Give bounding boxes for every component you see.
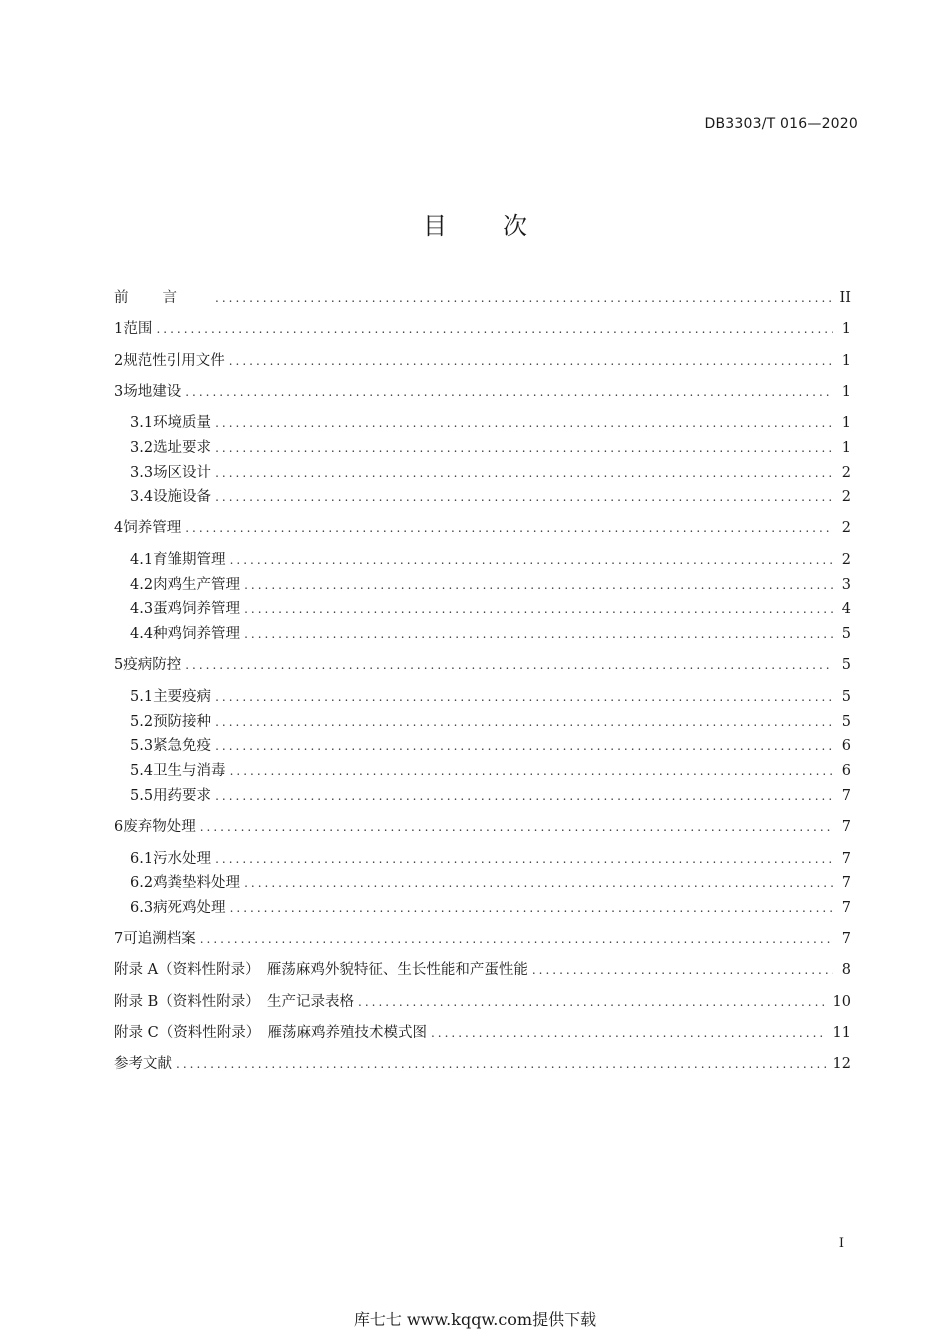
toc-entry-page: 7 — [841, 851, 851, 867]
toc-entry[interactable] — [114, 349, 851, 373]
toc-entry-page: 2 — [841, 552, 851, 568]
toc-entry-number: 4.1 — [130, 552, 154, 568]
toc-entry[interactable] — [114, 485, 851, 509]
toc-entry[interactable] — [114, 597, 851, 621]
toc-entry-page: 5 — [841, 626, 851, 642]
toc-leader-dots — [215, 485, 833, 509]
toc-entry[interactable] — [114, 436, 851, 460]
toc-entry-label: 附录 C（资料性附录） 雁荡麻鸡养殖技术模式图 — [114, 1025, 427, 1041]
toc-entry-page: 5 — [841, 714, 851, 730]
toc-entry-number: 5.4 — [130, 763, 154, 779]
toc-leader-dots — [215, 710, 833, 734]
toc-entry[interactable] — [114, 847, 851, 871]
toc-leader-dots — [185, 516, 833, 540]
toc-entry-label: 紧急免疫 — [153, 738, 212, 754]
toc-entry-number: 5.2 — [130, 714, 154, 730]
toc-leader-dots — [215, 784, 833, 808]
toc-leader-dots — [244, 573, 833, 597]
toc-leader-dots — [230, 759, 833, 783]
toc-entry-label: 参考文献 — [114, 1056, 172, 1072]
toc-leader-dots — [358, 990, 827, 1014]
toc-leader-dots — [185, 380, 833, 404]
toc-entry-page: 7 — [841, 788, 851, 804]
toc-entry[interactable] — [114, 380, 851, 404]
toc-entry-label: 场区设计 — [153, 465, 212, 481]
toc-entry-number: 4.4 — [130, 626, 154, 642]
page-number: I — [838, 1236, 844, 1251]
download-watermark: 库七七 www.kqqw.com提供下载 — [353, 1310, 597, 1329]
toc-entry-page: 5 — [841, 657, 851, 673]
toc-entry-number: 4.3 — [130, 601, 154, 617]
toc-entry[interactable] — [114, 896, 851, 920]
toc-leader-dots — [215, 461, 833, 485]
toc-entry[interactable] — [114, 871, 851, 895]
toc-leader-dots — [532, 958, 833, 982]
toc-entry[interactable] — [114, 317, 851, 341]
toc-entry-number: 6 — [114, 819, 124, 835]
toc-entry-label: 选址要求 — [153, 440, 212, 456]
toc-entry-page: 7 — [841, 931, 851, 947]
toc-entry-label: 用药要求 — [153, 788, 212, 804]
toc-entry[interactable] — [114, 1052, 851, 1076]
toc-entry-label: 育雏期管理 — [153, 552, 226, 568]
toc-leader-dots — [244, 597, 833, 621]
toc-entry-label: 场地建设 — [123, 384, 182, 400]
toc-leader-dots — [176, 1052, 827, 1076]
toc-entry-number: 3.2 — [130, 440, 154, 456]
toc-entry-number: 1 — [114, 321, 124, 337]
toc-entry-label: 废弃物处理 — [123, 819, 196, 835]
toc-entry-label: 疫病防控 — [123, 657, 182, 673]
toc-entry-label: 饲养管理 — [123, 520, 182, 536]
toc-entry-page: 12 — [832, 1056, 851, 1072]
toc-entry[interactable] — [114, 710, 851, 734]
toc-entry-number: 3.1 — [130, 415, 154, 431]
toc-entry-number: 5.3 — [130, 738, 154, 754]
toc-entry[interactable] — [114, 548, 851, 572]
toc-entry[interactable] — [114, 573, 851, 597]
toc-entry-page: 2 — [841, 520, 851, 536]
toc-entry-label: 鸡粪垫料处理 — [153, 875, 241, 891]
toc-entry-number: 6.1 — [130, 851, 154, 867]
toc-entry-label: 附录 B（资料性附录） 生产记录表格 — [114, 994, 355, 1010]
toc-leader-dots — [215, 847, 833, 871]
toc-entry-label: 预防接种 — [153, 714, 212, 730]
toc-entry-page: 5 — [841, 689, 851, 705]
document-code: DB3303/T 016—2020 — [704, 116, 858, 132]
toc-leader-dots — [215, 436, 833, 460]
toc-entry[interactable] — [114, 411, 851, 435]
toc-entry-page: 6 — [841, 738, 851, 754]
toc-entry-page: 7 — [841, 819, 851, 835]
toc-entry-page: 1 — [841, 415, 851, 431]
toc-entry-page: 1 — [841, 353, 851, 369]
toc-entry-page: 11 — [832, 1025, 851, 1041]
toc-entry[interactable] — [114, 286, 851, 310]
toc-entry-number: 6.3 — [130, 900, 154, 916]
toc-entry-page: 7 — [841, 875, 851, 891]
toc-entry[interactable] — [114, 815, 851, 839]
toc-leader-dots — [215, 286, 833, 310]
toc-entry[interactable] — [114, 958, 851, 982]
toc-entry-label: 范围 — [123, 321, 153, 337]
toc-entry-page: 10 — [832, 994, 851, 1010]
toc-entry[interactable] — [114, 685, 851, 709]
toc-entry-number: 5.5 — [130, 788, 154, 804]
toc-entry-number: 6.2 — [130, 875, 154, 891]
toc-entry-label: 肉鸡生产管理 — [153, 577, 241, 593]
toc-entry-label: 主要疫病 — [153, 689, 212, 705]
toc-entry-number: 4 — [114, 520, 124, 536]
page-title: 目次 — [423, 212, 583, 240]
toc-leader-dots — [200, 815, 833, 839]
toc-entry-page: II — [839, 290, 851, 306]
toc-entry-label: 卫生与消毒 — [153, 763, 226, 779]
toc-entry-number: 5.1 — [130, 689, 154, 705]
toc-leader-dots — [156, 317, 833, 341]
toc-leader-dots — [215, 411, 833, 435]
toc-entry[interactable] — [114, 734, 851, 758]
toc-entry[interactable] — [114, 927, 851, 951]
toc-entry-label: 病死鸡处理 — [153, 900, 226, 916]
toc-entry-label: 蛋鸡饲养管理 — [153, 601, 241, 617]
toc-entry[interactable] — [114, 759, 851, 783]
toc-entry-number: 3 — [114, 384, 124, 400]
toc-entry[interactable] — [114, 1021, 851, 1045]
toc-entry-page: 6 — [841, 763, 851, 779]
toc-entry-label: 设施设备 — [153, 489, 212, 505]
toc-entry[interactable] — [114, 990, 851, 1014]
toc-entry-page: 8 — [841, 962, 851, 978]
toc-entry-label: 种鸡饲养管理 — [153, 626, 241, 642]
toc-entry[interactable] — [114, 622, 851, 646]
toc-entry[interactable] — [114, 784, 851, 808]
toc-entry-page: 2 — [841, 465, 851, 481]
toc-entry[interactable] — [114, 461, 851, 485]
toc-entry-label: 前言 — [114, 290, 211, 306]
toc-leader-dots — [215, 685, 833, 709]
toc-entry-page: 1 — [841, 384, 851, 400]
toc-entry-page: 1 — [841, 321, 851, 337]
toc-entry-number: 3.4 — [130, 489, 154, 505]
toc-entry-number: 3.3 — [130, 465, 154, 481]
toc-leader-dots — [230, 896, 833, 920]
toc-leader-dots — [185, 653, 833, 677]
toc-leader-dots — [431, 1021, 827, 1045]
toc-entry-number: 5 — [114, 657, 124, 673]
toc-entry-number: 7 — [114, 931, 124, 947]
toc-entry-page: 4 — [841, 601, 851, 617]
toc-leader-dots — [244, 622, 833, 646]
toc-entry-page: 7 — [841, 900, 851, 916]
toc-entry-page: 1 — [841, 440, 851, 456]
toc-leader-dots — [244, 871, 833, 895]
toc-leader-dots — [200, 927, 833, 951]
toc-entry-number: 2 — [114, 353, 124, 369]
toc-entry-label: 可追溯档案 — [123, 931, 196, 947]
toc-entry-label: 附录 A（资料性附录） 雁荡麻鸡外貌特征、生长性能和产蛋性能 — [114, 962, 528, 978]
toc-entry[interactable] — [114, 653, 851, 677]
toc-leader-dots — [215, 734, 833, 758]
toc-leader-dots — [230, 548, 833, 572]
toc-entry-number: 4.2 — [130, 577, 154, 593]
toc-entry-label: 规范性引用文件 — [123, 353, 225, 369]
toc-entry[interactable] — [114, 516, 851, 540]
toc-entry-page: 2 — [841, 489, 851, 505]
toc-entry-label: 污水处理 — [153, 851, 212, 867]
toc-entry-page: 3 — [841, 577, 851, 593]
toc-leader-dots — [229, 349, 833, 373]
toc-entry-label: 环境质量 — [153, 415, 212, 431]
